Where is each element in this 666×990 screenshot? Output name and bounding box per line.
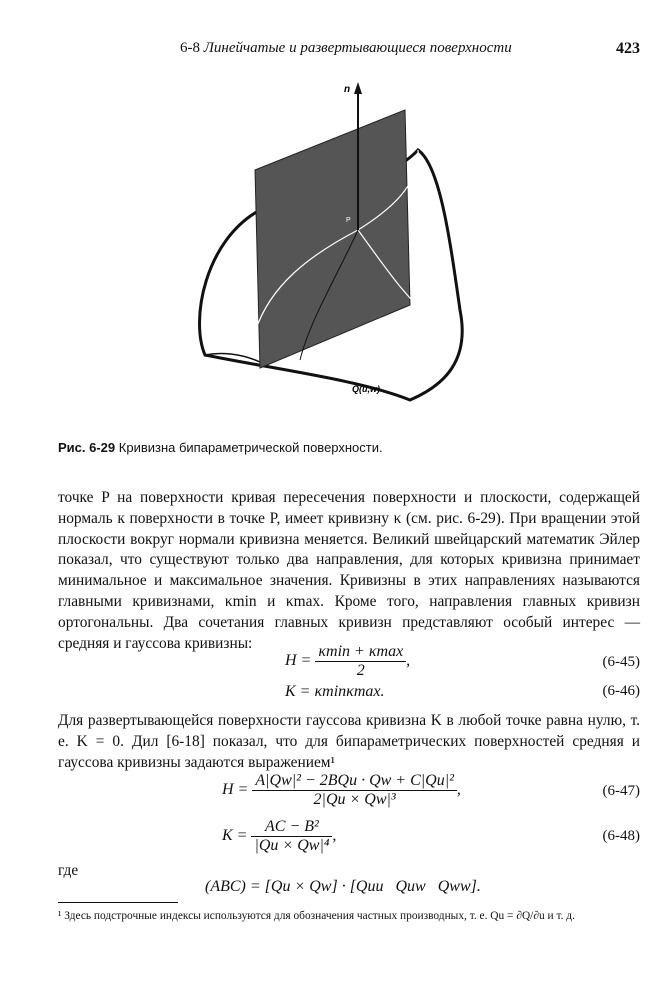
caption-label: Рис. 6-29	[58, 440, 116, 455]
equation-number-6-45: (6-45)	[602, 654, 640, 670]
where-word: где	[58, 862, 79, 879]
section-number: 6-8	[180, 40, 200, 56]
equation-number-6-48: (6-48)	[602, 828, 640, 844]
paragraph-2: Для развертывающейся поверхности гауссова кривизна K в любой точке равна нулю, т. е. K = 0. Дил [6-18] показал, что для бипараметрических поверхностей средняя и гауссова кривизны задаются выражением¹	[58, 712, 640, 771]
page-number: 423	[616, 40, 640, 57]
point-label: P	[346, 217, 351, 224]
equation-6-48: K = $\frac{\text{AC − B²}}{\text{|Qu × Qw|⁴}}$ ,	[222, 818, 337, 854]
equation-6-47: H = $\frac{\text{A|Qw|² − 2BQu · Qw + C|Qu|²}}{\text{2|Qu × Qw|³}}$ ,	[222, 772, 461, 808]
figure-caption	[58, 440, 383, 455]
caption-text: Кривизна бипараметрической поверхности.	[118, 440, 383, 455]
fraction: $\frac{\text{A|Qw|² − 2BQu · Qw + C|Qu|²}}{\text{2|Qu × Qw|³}}$	[252, 772, 457, 809]
footnote-rule	[58, 902, 178, 903]
running-header	[180, 40, 512, 57]
equation-6-46: K = κminκmax.	[285, 683, 385, 700]
equation-number-6-47: (6-47)	[602, 783, 640, 799]
equation-number-6-46: (6-46)	[602, 683, 640, 699]
fraction: $\frac{\kappa\min + \kappa\max}{2}$	[315, 643, 406, 680]
curvature-figure	[160, 70, 500, 410]
fraction: $\frac{\text{AC − B²}}{\text{|Qu × Qw|⁴}}$	[251, 818, 332, 855]
section-title: Линейчатые и развертывающиеся поверхности	[203, 40, 512, 56]
equation-abc: (ABC) = [Qu × Qw] · [Quu Quw Qww].	[205, 878, 481, 895]
surface-label: Q(u,w)	[352, 384, 380, 394]
paragraph-1: точке P на поверхности кривая пересечения поверхности и плоскости, содержащей нормаль к поверхности в точке P, имеет кривизну κ (см. рис. 6-29). При вращении этой плоскости вокруг нормали кривизна меняется. Великий швейцарский математик Эйлер показал, что существуют только два направления, для которых кривизна принимает минимальное и максимальное значения. Кривизны в этих направлениях называются главными кривизнами, κmin и κmax. Кроме того, направления главных кривизн ортогональны. Два сочетания главных кривизн представляют особый интерес — средняя и гауссова кривизны:	[58, 489, 640, 652]
footnote: ¹ Здесь подстрочные индексы используются для обозначения частных производных, т. е. Qu = ∂Q/∂u и т. д.	[58, 910, 575, 922]
equation-6-45: H = $\frac{\kappa\min + \kappa\max}{2}$ ,	[285, 643, 411, 679]
normal-label: n	[344, 84, 351, 95]
